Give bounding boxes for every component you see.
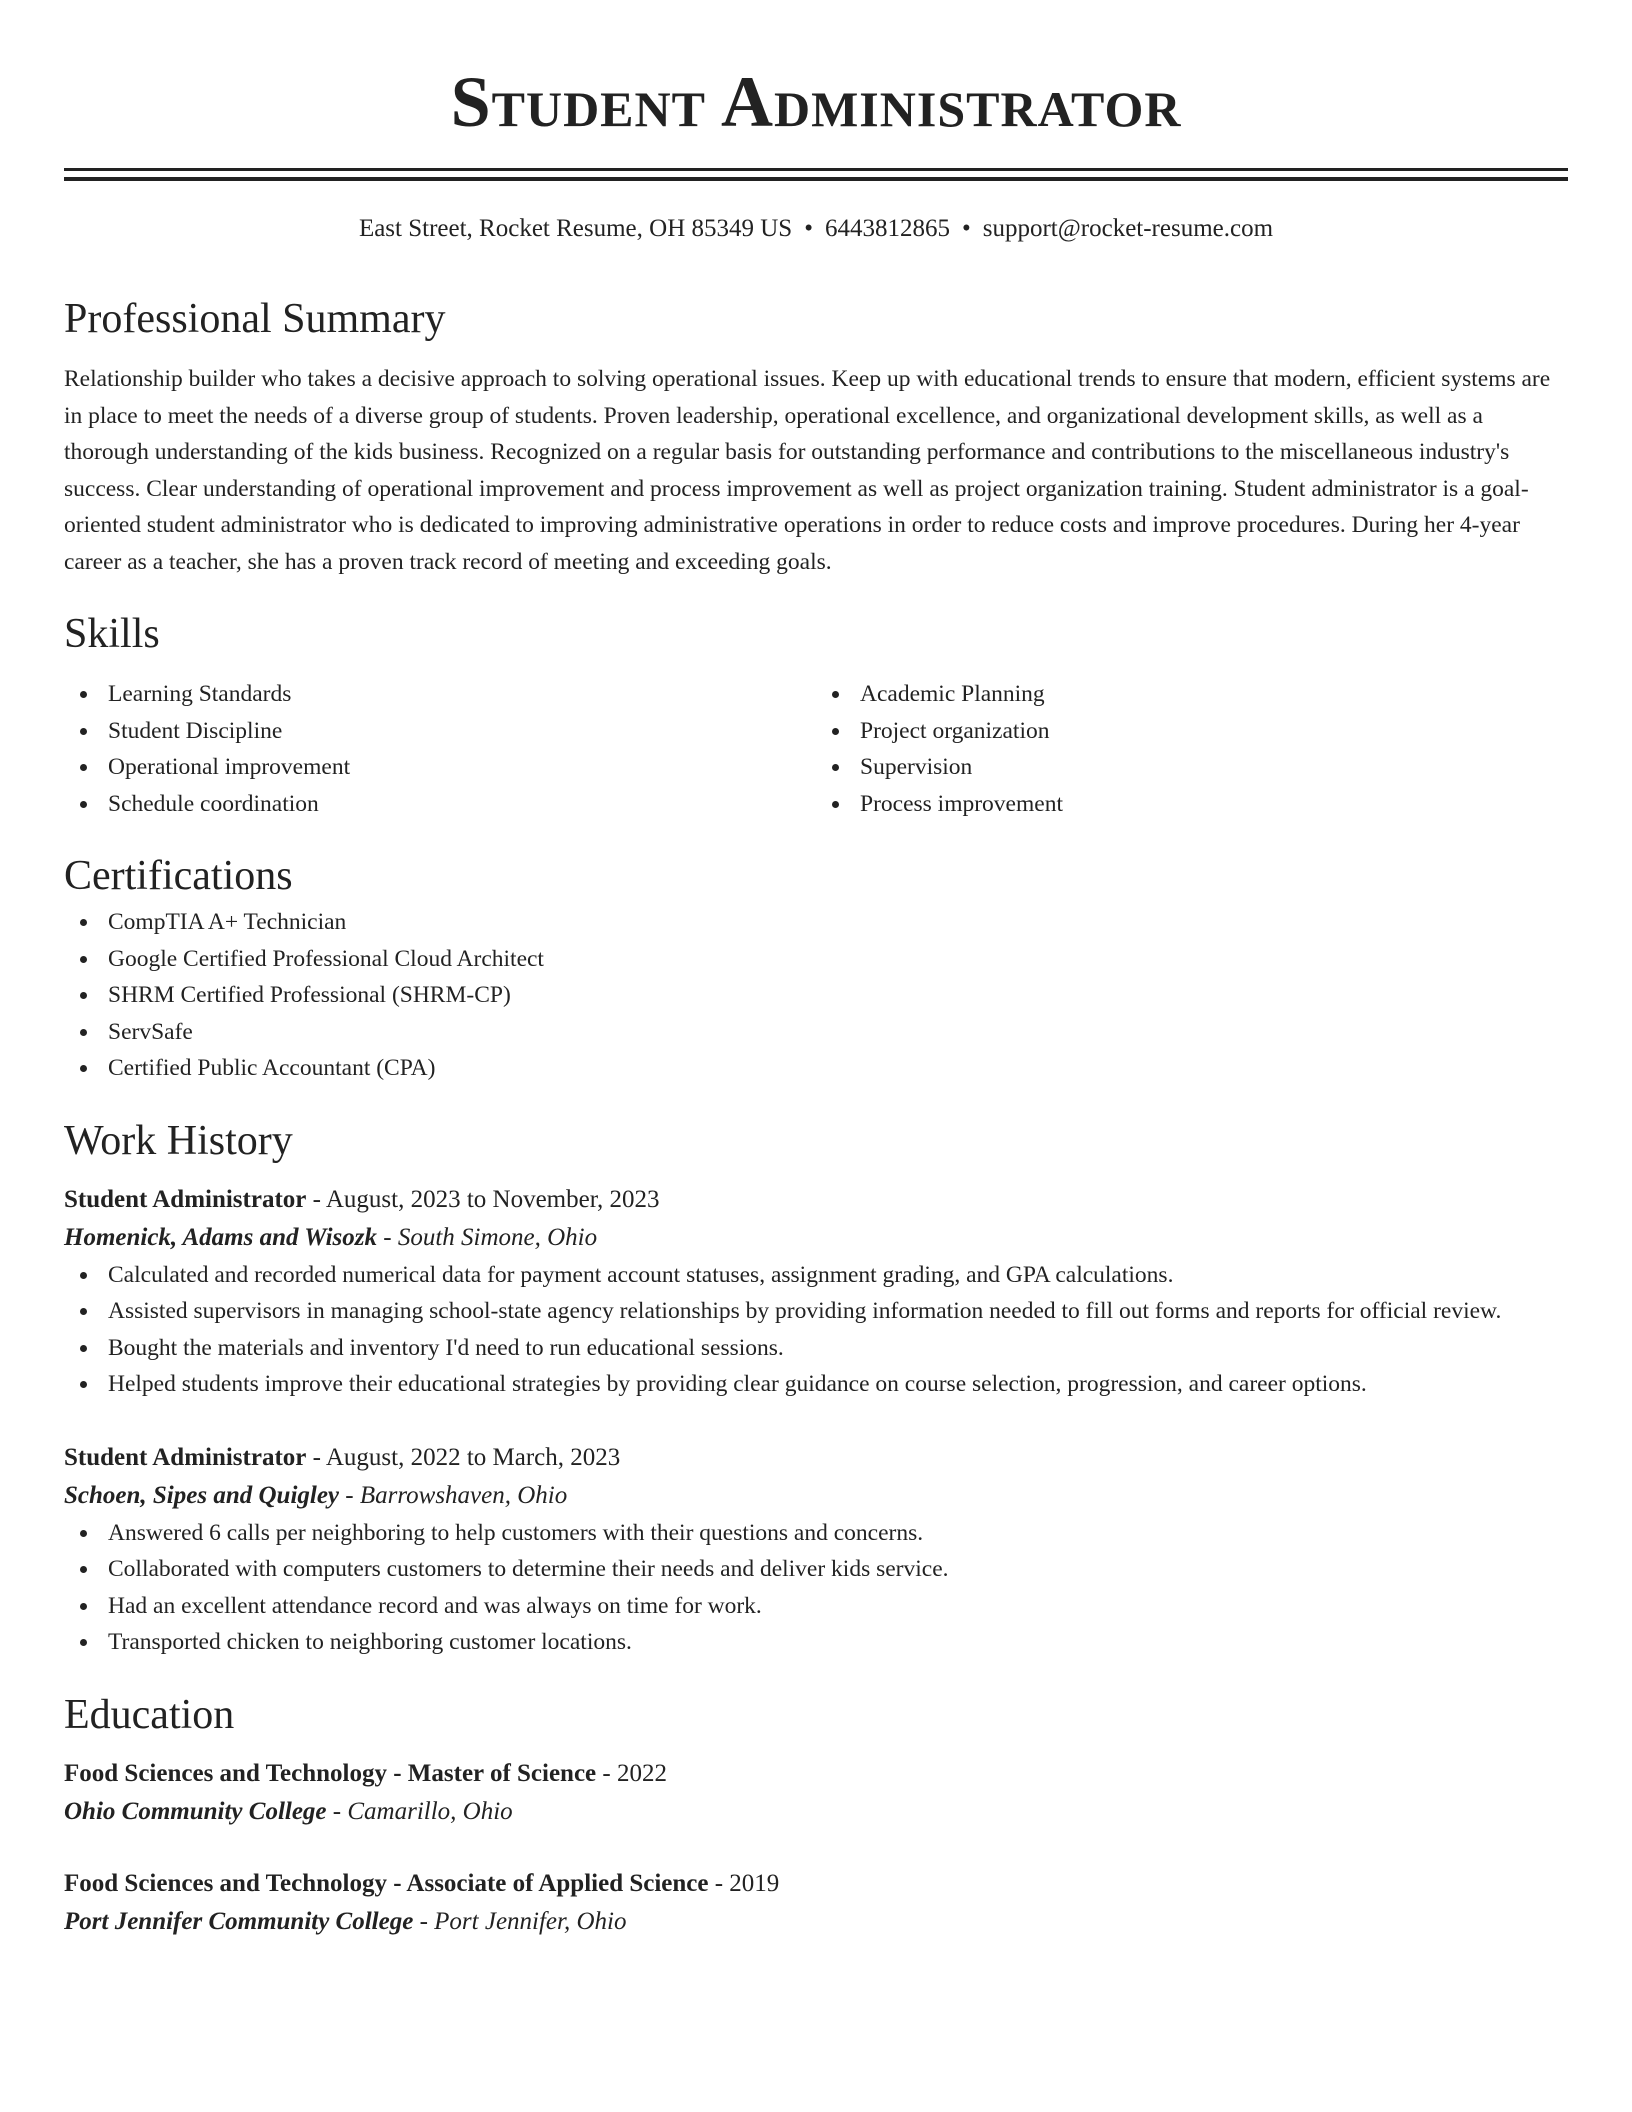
job-employer: Homenick, Adams and Wisozk xyxy=(64,1223,378,1251)
skill-item: Student Discipline xyxy=(64,713,816,750)
skills-heading: Skills xyxy=(64,611,160,657)
certifications-list xyxy=(64,904,1568,1087)
job-title-line xyxy=(64,1181,1568,1219)
skill-item: Learning Standards xyxy=(64,676,816,713)
job-entry xyxy=(64,1439,1568,1661)
certification-item: ServSafe xyxy=(64,1014,1568,1051)
contact-separator: • xyxy=(961,215,971,242)
education-location: - Port Jennifer, Ohio xyxy=(419,1907,627,1935)
contact-phone: 6443812865 xyxy=(824,215,950,242)
job-dates: - August, 2022 to March, 2023 xyxy=(312,1443,621,1471)
job-duty-item: Had an excellent attendance record and was always on time for work. xyxy=(64,1588,1568,1625)
title-divider-top xyxy=(64,168,1568,171)
job-duty-item: Assisted supervisors in managing school-state agency relationships by providing information needed to fill out forms and reports for official review. xyxy=(64,1293,1568,1330)
skills-list-left xyxy=(64,676,816,822)
skills-grid xyxy=(64,676,1568,822)
education-school: Ohio Community College xyxy=(64,1797,327,1825)
summary-text: Relationship builder who takes a decisive approach to solving operational issues. Keep up with educational trends to ensure that modern, efficient systems are in place to meet the needs of a diverse group of students. Proven leadership, operational excellence, and organizational development skills, as well as a thorough understanding of the kids business. Recognized on a regular basis for outstanding performance and contributions to the miscellaneous industry's success. Clear understanding of operational improvement and process improvement as well as project organization training. Student administrator is a goal-oriented student administrator who is dedicated to improving administrative operations in order to reduce costs and improve procedures. During her 4-year career as a teacher, she has a proven track record of meeting and exceeding goals. xyxy=(64,366,1551,575)
certification-item: CompTIA A+ Technician xyxy=(64,904,1568,941)
skills-list-right xyxy=(816,676,1568,822)
education-location: - Camarillo, Ohio xyxy=(332,1797,513,1825)
job-employer-line xyxy=(64,1219,1568,1257)
title-divider-bottom xyxy=(64,177,1568,181)
job-dates: - August, 2023 to November, 2023 xyxy=(312,1185,660,1213)
certification-item: SHRM Certified Professional (SHRM-CP) xyxy=(64,977,1568,1014)
job-location: - South Simone, Ohio xyxy=(383,1223,598,1251)
skills-column-right xyxy=(816,676,1568,822)
education-degree: Food Sciences and Technology - Associate of Applied Science xyxy=(64,1869,709,1897)
resume-title: Student Administrator xyxy=(450,62,1182,142)
job-employer: Schoen, Sipes and Quigley xyxy=(64,1481,340,1509)
education-degree-line xyxy=(64,1865,1568,1903)
job-duty-item: Bought the materials and inventory I'd need to run educational sessions. xyxy=(64,1330,1568,1367)
education-entry xyxy=(64,1755,1568,1831)
education-degree: Food Sciences and Technology - Master of Science xyxy=(64,1759,597,1787)
certification-item: Google Certified Professional Cloud Architect xyxy=(64,941,1568,978)
job-duty-item: Collaborated with computers customers to determine their needs and deliver kids service. xyxy=(64,1551,1568,1588)
contact-address: East Street, Rocket Resume, OH 85349 US xyxy=(358,215,793,242)
job-entry xyxy=(64,1181,1568,1403)
skills-column-left xyxy=(64,676,816,822)
job-duty-item: Answered 6 calls per neighboring to help customers with their questions and concerns. xyxy=(64,1515,1568,1552)
skill-item: Process improvement xyxy=(816,786,1568,823)
skill-item: Operational improvement xyxy=(64,749,816,786)
education-heading: Education xyxy=(64,1691,235,1738)
skill-item: Supervision xyxy=(816,749,1568,786)
job-title: Student Administrator xyxy=(64,1443,307,1471)
education-school: Port Jennifer Community College xyxy=(64,1907,414,1935)
job-duty-item: Calculated and recorded numerical data for payment account statuses, assignment grading, and GPA calculations. xyxy=(64,1257,1568,1294)
education-school-line xyxy=(64,1793,1568,1831)
certification-item: Certified Public Accountant (CPA) xyxy=(64,1050,1568,1087)
contact-email: support@rocket-resume.com xyxy=(982,215,1274,242)
education-entry xyxy=(64,1865,1568,1941)
certifications-heading: Certifications xyxy=(64,853,293,899)
job-duties-list xyxy=(64,1515,1568,1661)
education-year: - 2019 xyxy=(714,1869,780,1897)
job-title-line xyxy=(64,1439,1568,1477)
skill-item: Academic Planning xyxy=(816,676,1568,713)
contact-line xyxy=(64,211,1568,247)
job-duties-list xyxy=(64,1257,1568,1403)
job-title: Student Administrator xyxy=(64,1185,307,1213)
job-duty-item: Transported chicken to neighboring customer locations. xyxy=(64,1624,1568,1661)
skill-item: Project organization xyxy=(816,713,1568,750)
education-year: - 2022 xyxy=(602,1759,667,1787)
summary-heading: Professional Summary xyxy=(64,296,446,342)
education-school-line xyxy=(64,1903,1568,1941)
education-degree-line xyxy=(64,1755,1568,1793)
job-duty-item: Helped students improve their educational strategies by providing clear guidance on course selection, progression, and career options. xyxy=(64,1366,1568,1403)
contact-separator: • xyxy=(804,215,813,242)
job-employer-line xyxy=(64,1477,1568,1515)
skill-item: Schedule coordination xyxy=(64,786,816,823)
work-history-heading: Work History xyxy=(64,1117,293,1164)
job-location: - Barrowshaven, Ohio xyxy=(345,1481,568,1509)
